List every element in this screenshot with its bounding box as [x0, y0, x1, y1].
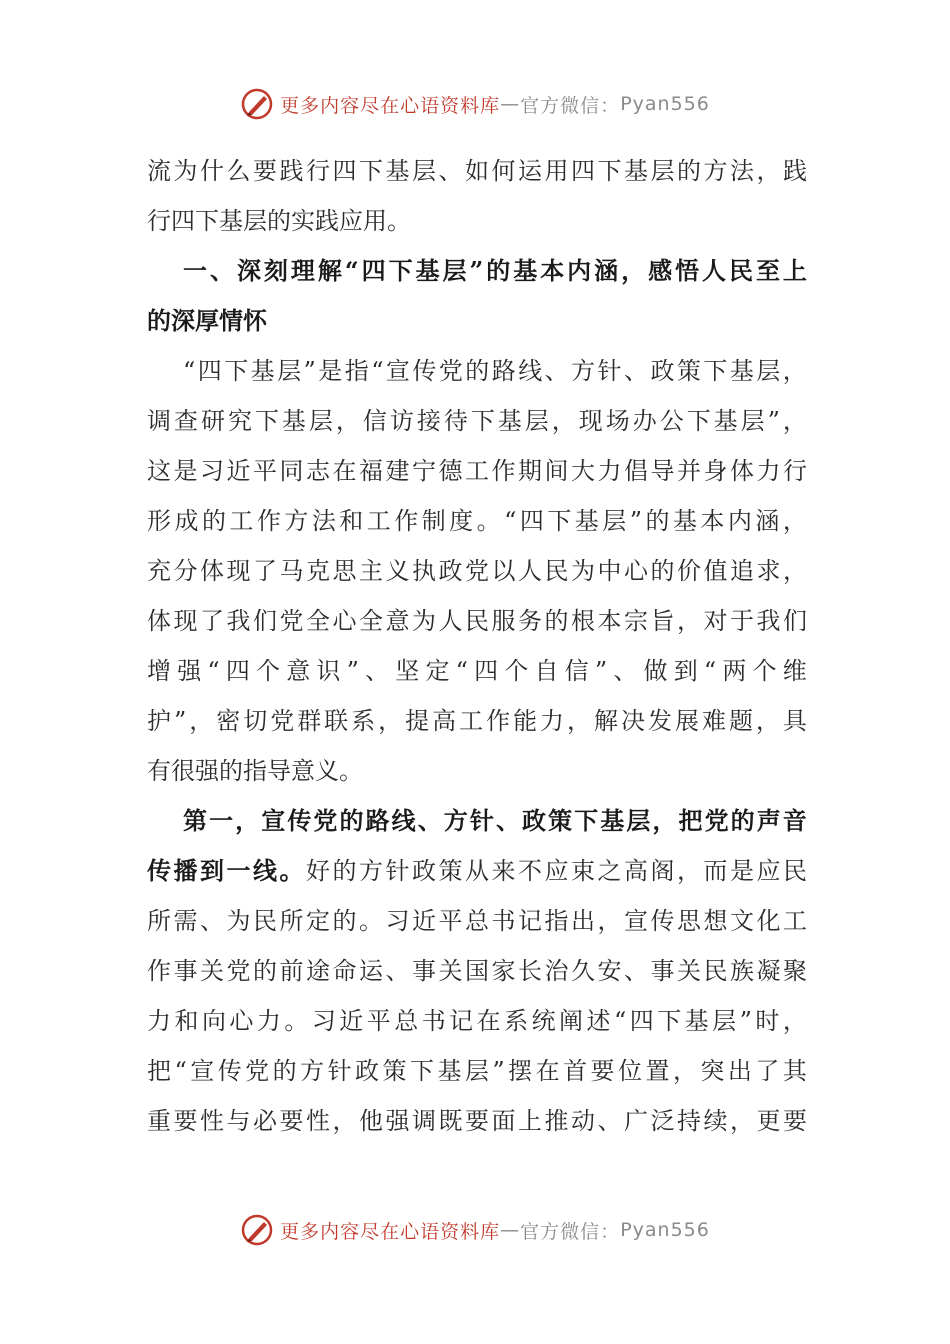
paragraph-line: 调 查 研 究 下 基 层 ， 信 访 接 待 下 基 层 ， 现 场 办 公 下 基 层 ” ， — [147, 407, 807, 435]
heading-line: 第 一 ， 宣 传 党 的 路 线 、 方 针 、 政 策 下 基 层 ， 把 党 的 声 音 — [183, 806, 807, 835]
pen-logo-icon — [240, 87, 274, 121]
paragraph-line: 力 和 向 心 力 。 习 近 平 总 书 记 在 系 统 阐 述 “ 四 下 基 层 ” 时 ， — [147, 1007, 807, 1035]
watermark-suffix: 官方微信： — [520, 1220, 621, 1243]
paragraph-line: 把 “ 宣 传 党 的 方 针 政 策 下 基 层 ” 摆 在 首 要 位 置 ， 突 出 了 其 — [147, 1057, 807, 1085]
watermark-dash: — — [500, 93, 521, 115]
watermark-account: Pyan556 — [620, 93, 710, 115]
document-body — [147, 146, 807, 1146]
paragraph-line: 流 为 什 么 要 践 行 四 下 基 层 、 如 何 运 用 四 下 基 层 的 方 法 ， 践 — [147, 157, 807, 185]
heading-line: 一 、 深 刻 理 解 “ 四 下 基 层 ” 的 基 本 内 涵 ， 感 悟 人 民 至 上 — [183, 256, 807, 285]
paragraph-line: 传 播 到 一 线 。 好 的 方 针 政 策 从 来 不 应 束 之 高 阁 ， 而 是 应 民 — [147, 856, 807, 885]
paragraph-line: 重 要 性 与 必 要 性 ， 他 强 调 既 要 面 上 推 动 、 广 泛 持 续 ， 更 要 — [147, 1107, 807, 1135]
watermark-banner-bottom — [0, 1208, 950, 1252]
paragraph-line: 作 事 关 党 的 前 途 命 运 、 事 关 国 家 长 治 久 安 、 事 关 民 族 凝 聚 — [147, 957, 807, 985]
pen-logo-icon — [240, 1213, 274, 1247]
heading-line: 的 深 厚 情 怀 — [147, 306, 267, 335]
paragraph-line: 增 强 “ 四 个 意 识 ” 、 坚 定 “ 四 个 自 信 ” 、 做 到 “ 两 个 维 — [147, 657, 807, 685]
paragraph-line: 有 很 强 的 指 导 意 义 。 — [147, 757, 363, 785]
paragraph-line: “ 四 下 基 层 ” 是 指 “ 宣 传 党 的 路 线 、 方 针 、 政 策 下 基 层 ， — [183, 357, 807, 385]
watermark-prefix: 更多内容尽在心语资料库 — [280, 1220, 501, 1243]
paragraph-line: 行 四 下 基 层 的 实 践 应 用 。 — [147, 207, 411, 235]
paragraph-line: 这 是 习 近 平 同 志 在 福 建 宁 德 工 作 期 间 大 力 倡 导 并 身 体 力 行 — [147, 457, 807, 485]
paragraph-line: 充 分 体 现 了 马 克 思 主 义 执 政 党 以 人 民 为 中 心 的 价 值 追 求 ， — [147, 557, 807, 585]
paragraph-line: 护 ” ， 密 切 党 群 联 系 ， 提 高 工 作 能 力 ， 解 决 发 展 难 题 ， 具 — [147, 707, 807, 735]
paragraph-line: 所 需 、 为 民 所 定 的 。 习 近 平 总 书 记 指 出 ， 宣 传 思 想 文 化 工 — [147, 907, 807, 935]
paragraph-line: 体 现 了 我 们 党 全 心 全 意 为 人 民 服 务 的 根 本 宗 旨 ， 对 于 我 们 — [147, 607, 807, 635]
watermark-prefix: 更多内容尽在心语资料库 — [280, 94, 501, 117]
watermark-dash: — — [500, 1219, 521, 1241]
paragraph-line: 形 成 的 工 作 方 法 和 工 作 制 度 。 “ 四 下 基 层 ” 的 基 本 内 涵 ， — [147, 507, 807, 535]
watermark-suffix: 官方微信： — [520, 94, 621, 117]
watermark-banner-top — [0, 82, 950, 126]
watermark-account: Pyan556 — [620, 1219, 710, 1241]
